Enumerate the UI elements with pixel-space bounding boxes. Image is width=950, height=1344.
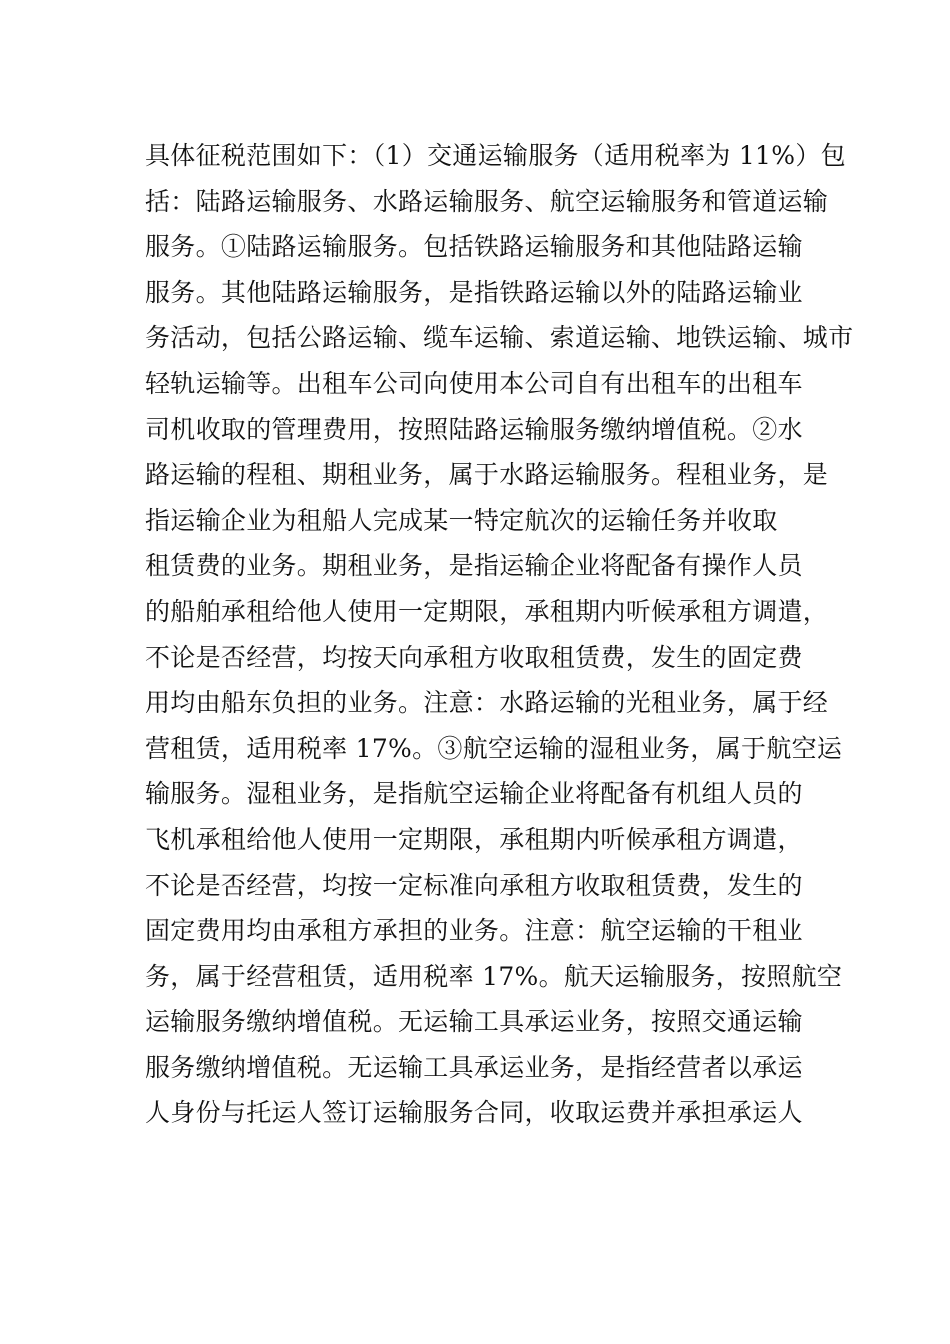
text-line: 人身份与托运人签订运输服务合同，收取运费并承担承运人 — [145, 1098, 803, 1128]
text-line: 飞机承租给他人使用一定期限，承租期内听候承租方调遣， — [145, 824, 803, 854]
text-line: 运输服务缴纳增值税。无运输工具承运业务，按照交通运输 — [145, 1007, 803, 1037]
text-line: 用均由船东负担的业务。注意：水路运输的光租业务，属于经 — [145, 688, 829, 718]
text-line: 具体征税范围如下：（1）交通运输服务（适用税率为 11%）包 — [145, 141, 846, 170]
text-line: 括：陆路运输服务、水路运输服务、航空运输服务和管道运输 — [145, 186, 829, 216]
text-line: 营租赁，适用税率 17%。③航空运输的湿租业务，属于航空运 — [145, 733, 843, 763]
text-line: 输服务。湿租业务，是指航空运输企业将配备有机组人员的 — [145, 779, 803, 809]
text-line: 司机收取的管理费用，按照陆路运输服务缴纳增值税。②水 — [145, 414, 803, 444]
text-line: 租赁费的业务。期租业务，是指运输企业将配备有操作人员 — [145, 551, 803, 581]
text-line: 服务。①陆路运输服务。包括铁路运输服务和其他陆路运输 — [145, 232, 803, 262]
text-line: 不论是否经营，均按天向承租方收取租赁费，发生的固定费 — [145, 642, 803, 672]
text-line: 务，属于经营租赁，适用税率 17%。航天运输服务，按照航空 — [145, 961, 843, 991]
text-line: 轻轨运输等。出租车公司向使用本公司自有出租车的出租车 — [145, 368, 803, 398]
text-line: 服务。其他陆路运输服务，是指铁路运输以外的陆路运输业 — [145, 277, 803, 307]
text-line: 服务缴纳增值税。无运输工具承运业务，是指经营者以承运 — [145, 1052, 803, 1082]
body-paragraph — [145, 133, 854, 1136]
text-line: 固定费用均由承租方承担的业务。注意：航空运输的干租业 — [145, 916, 803, 946]
text-line: 指运输企业为租船人完成某一特定航次的运输任务并收取 — [145, 505, 778, 535]
text-line: 不论是否经营，均按一定标准向承租方收取租赁费，发生的 — [145, 870, 803, 900]
text-line: 务活动，包括公路运输、缆车运输、索道运输、地铁运输、城市 — [145, 323, 854, 353]
text-line: 路运输的程租、期租业务，属于水路运输服务。程租业务，是 — [145, 460, 829, 490]
text-line: 的船舶承租给他人使用一定期限，承租期内听候承租方调遣， — [145, 596, 829, 626]
